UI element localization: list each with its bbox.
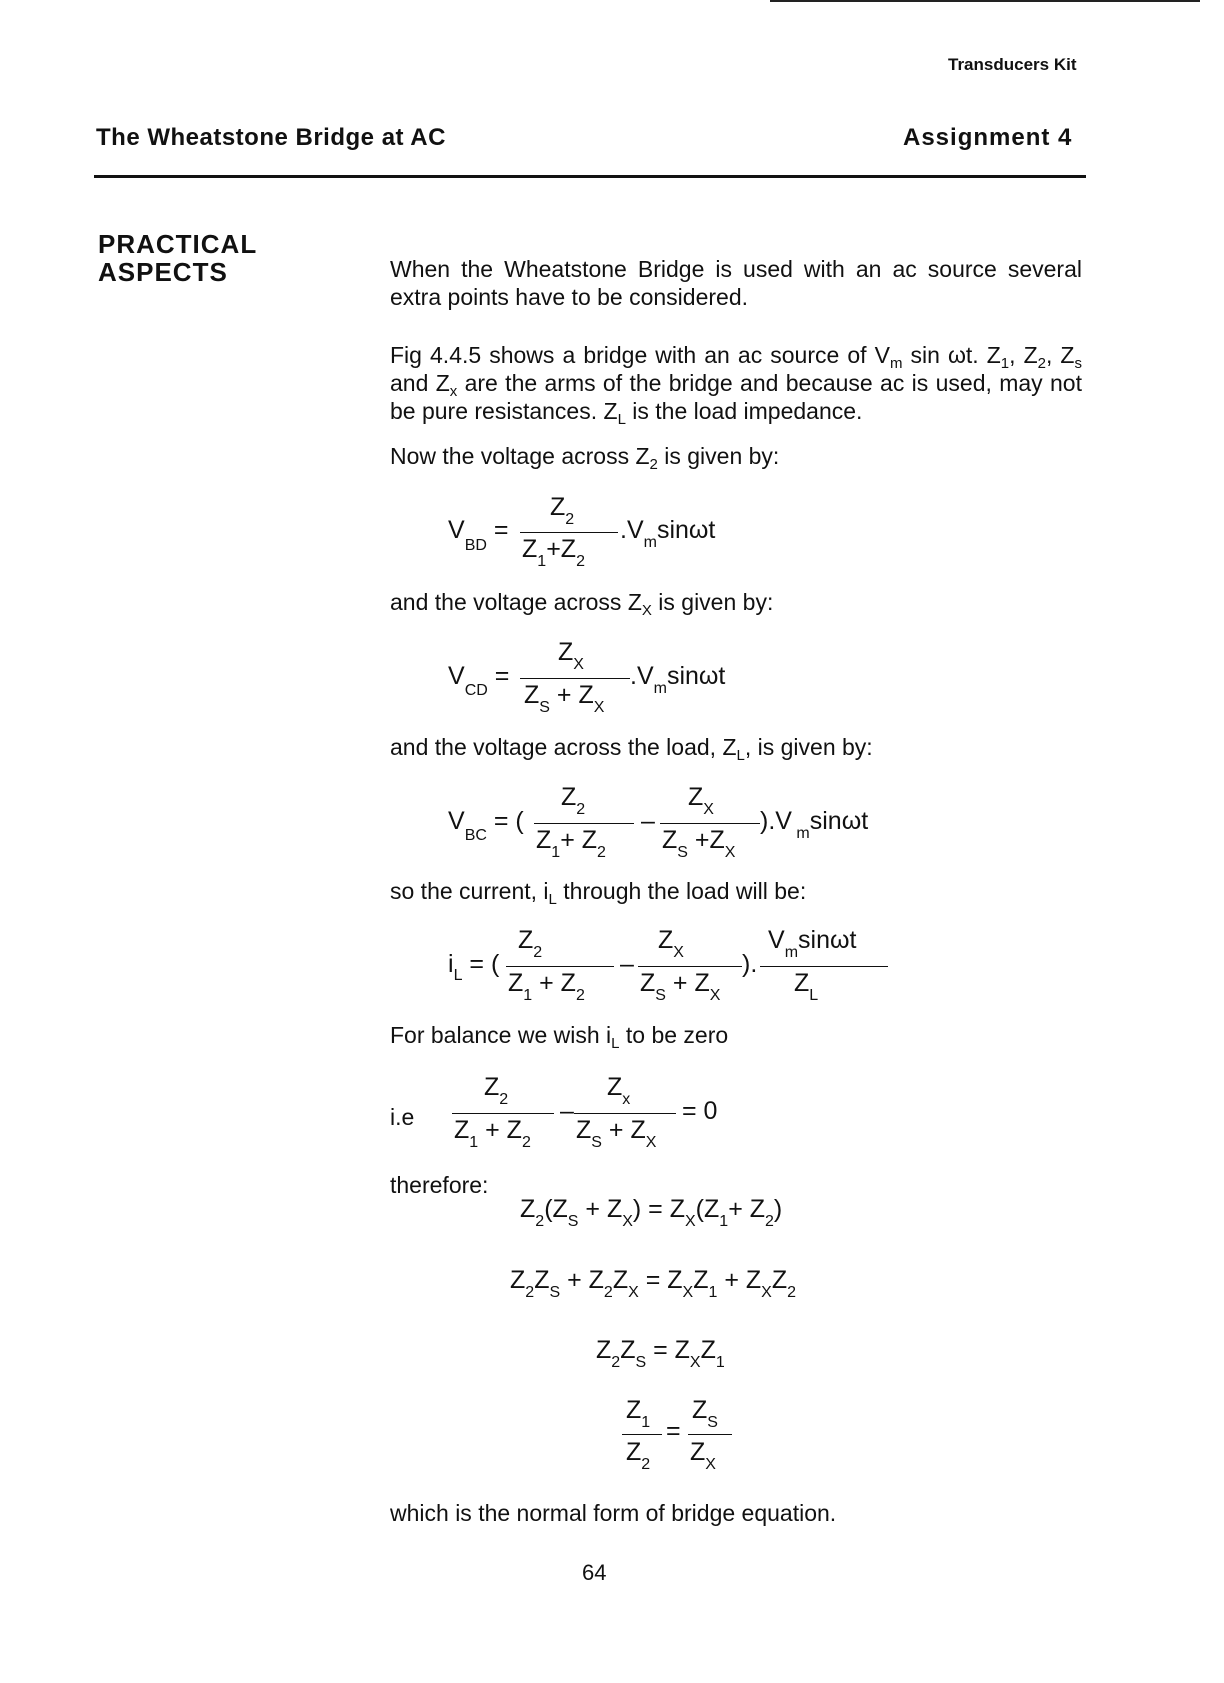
equation-step-2: $Z_2Z_S + Z_2Z_X = Z_XZ_1 + Z_XZ_2$: [510, 1266, 797, 1301]
paragraph-balance: For balance we wish $i_L$ to be zero: [390, 1022, 729, 1052]
paragraph-conclusion: which is the normal form of bridge equation.: [390, 1500, 837, 1526]
paragraph-vbd-intro: Now the voltage across $Z_2$ is given by:: [390, 443, 780, 473]
equation-step-3: $Z_2Z_S = Z_XZ_1$: [596, 1336, 725, 1371]
header-rule: [94, 175, 1086, 178]
paragraph-vcd-intro: and the voltage across $Z_X$ is given by:: [390, 589, 774, 619]
section-heading: [98, 230, 257, 286]
equation-step-1: $Z_2(Z_S + Z_X) = Z_X(Z_1+ Z_2)$: [520, 1195, 783, 1230]
paragraph-vbc-intro: and the voltage across the load, $Z_L$, is given by:: [390, 734, 873, 764]
page-number: 64: [582, 1560, 607, 1585]
page-title: The Wheatstone Bridge at AC: [96, 124, 446, 151]
paragraph-intro: When the Wheatstone Bridge is used with an ac source several extra points have to be considered.: [390, 256, 1082, 310]
label-therefore: therefore:: [390, 1172, 489, 1198]
assignment-label: Assignment 4: [903, 124, 1073, 151]
section-heading-line-2: ASPECTS: [98, 257, 228, 287]
paragraph-fig: Fig 4.4.5 shows a bridge with an ac source of $V_m$ sin ωt. $Z_1$, $Z_2$, $Z_s$ and $Z_x$ are the arms of the bridge and because ac is used, may not be pure resistances. $Z_L$ is the load impedance.: [390, 342, 1082, 428]
top-rule: [770, 0, 1200, 2]
paragraph-current-intro: so the current, $i_L$ through the load will be:: [390, 878, 807, 908]
section-heading-line-1: PRACTICAL: [98, 229, 258, 259]
kit-label: Transducers Kit: [948, 55, 1077, 74]
label-ie: i.e: [390, 1104, 415, 1130]
